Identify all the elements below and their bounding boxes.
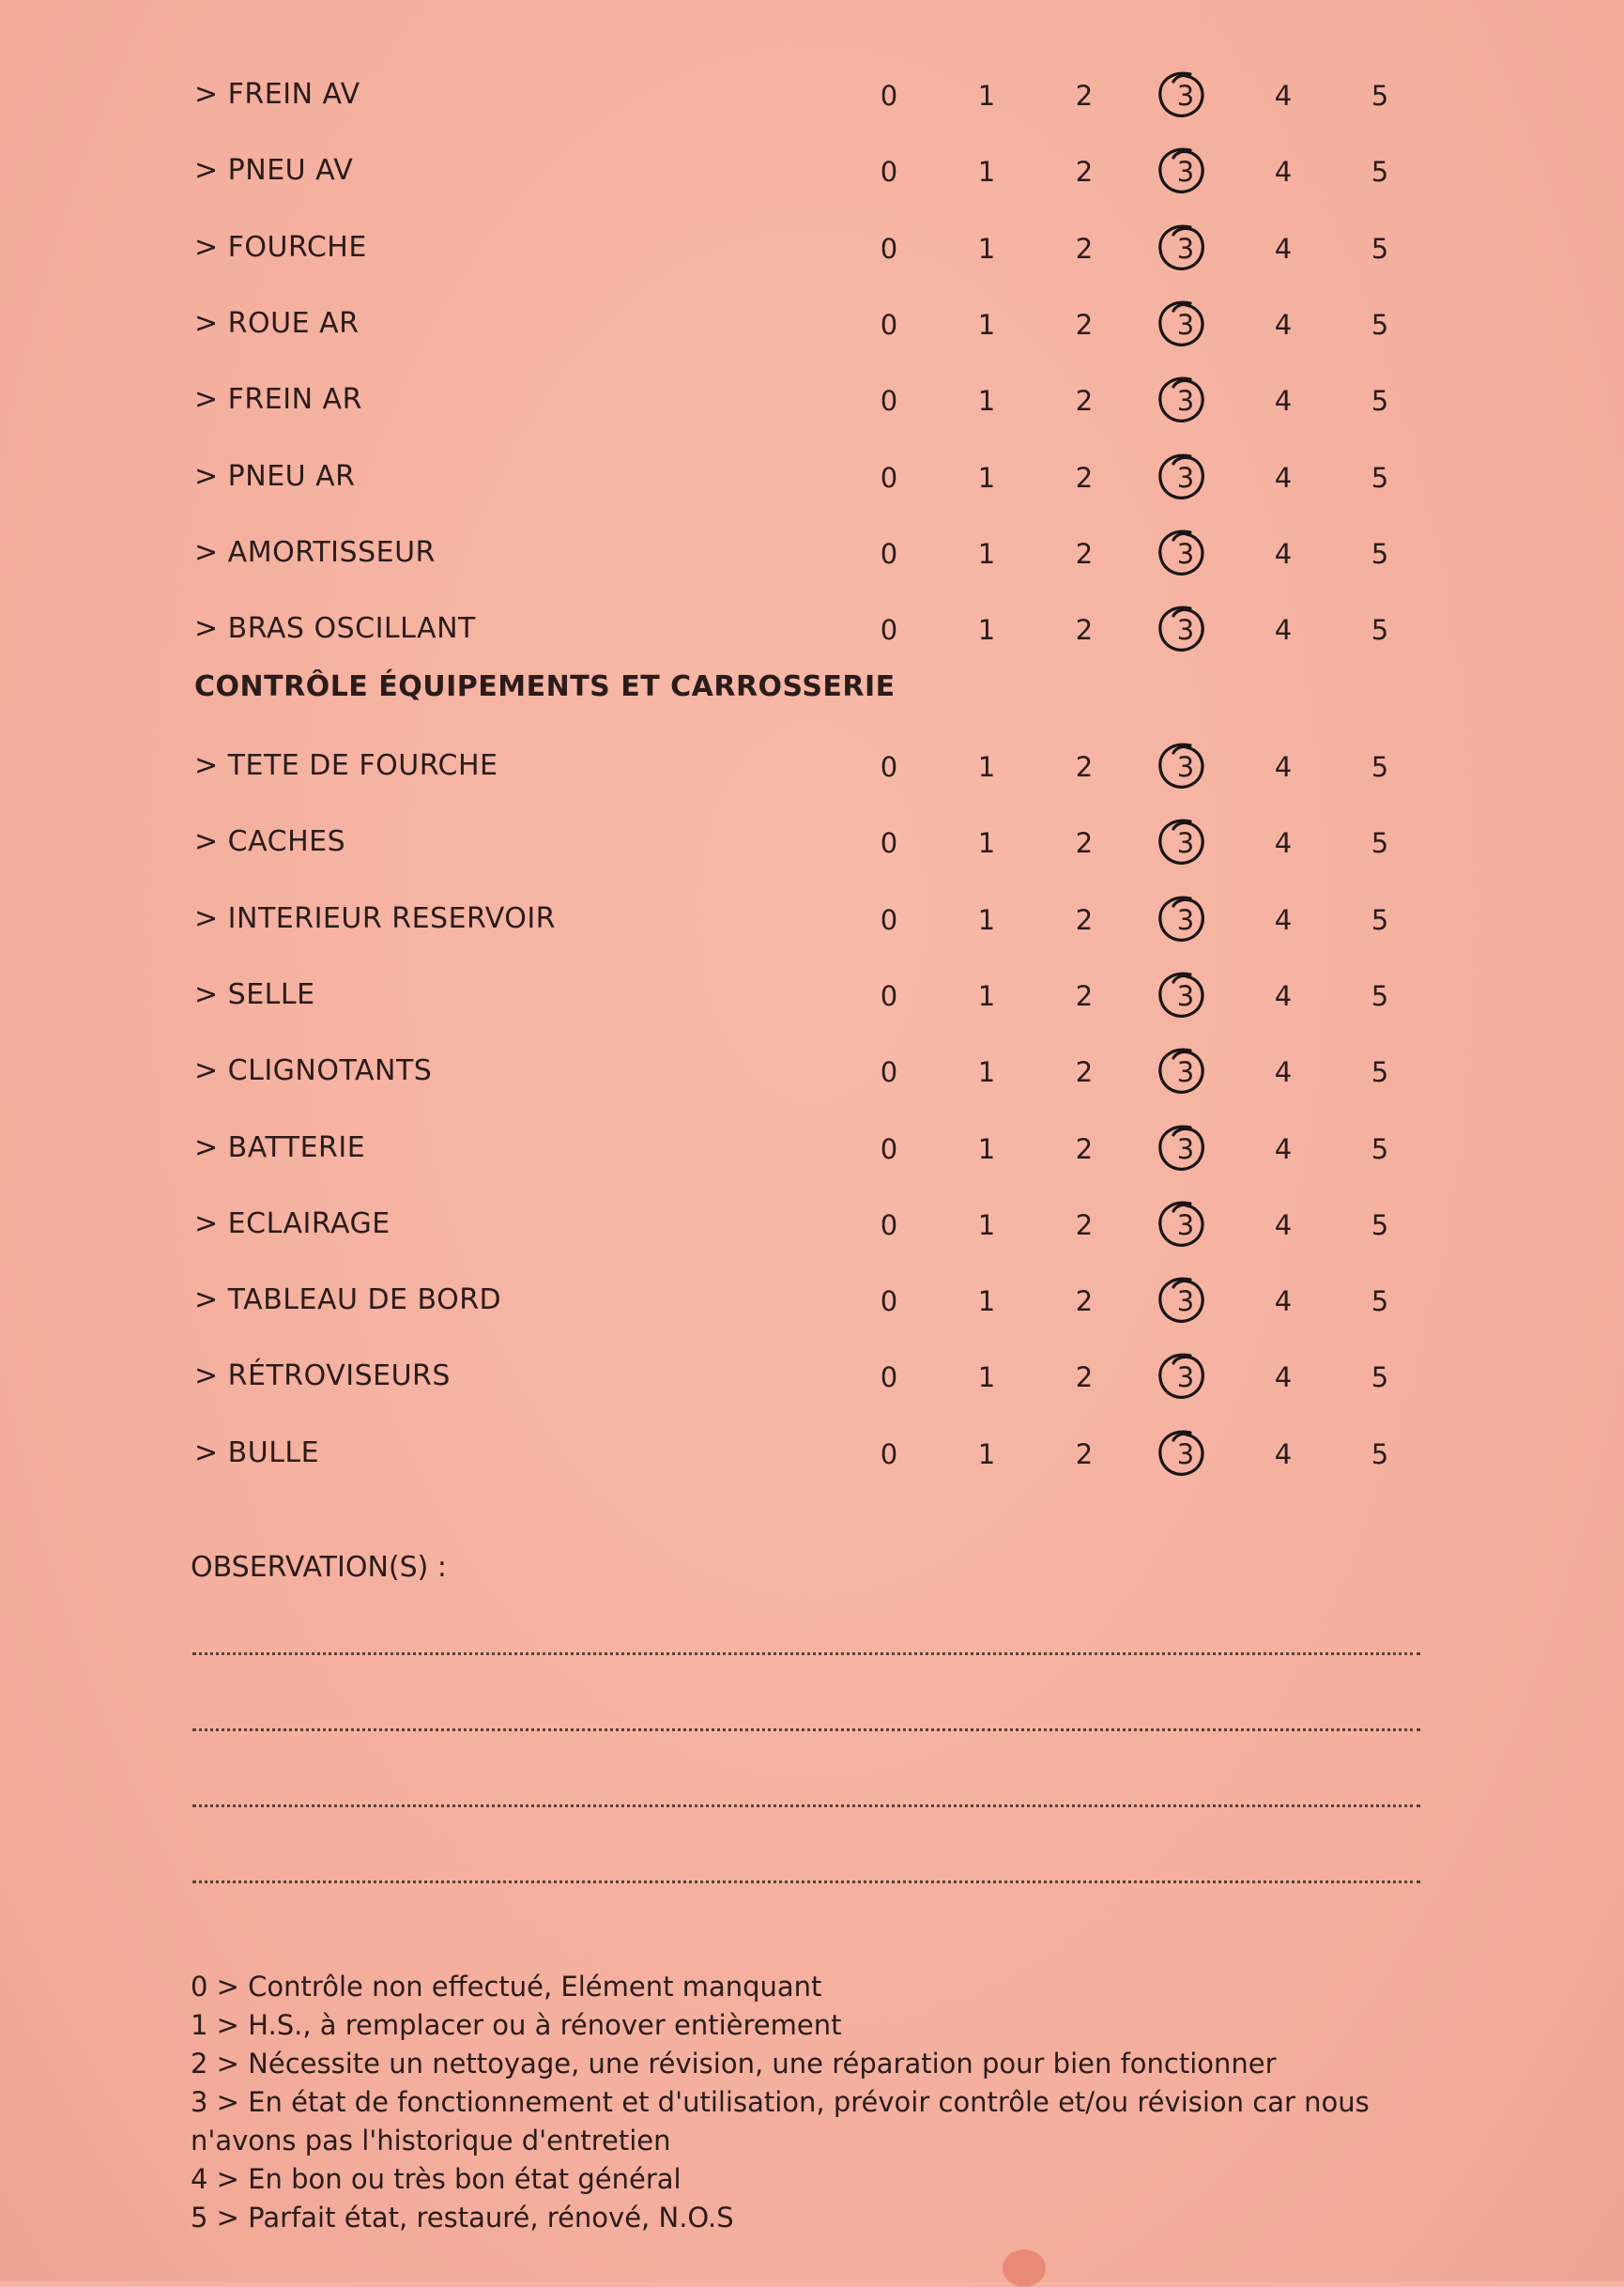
score-option-5[interactable]: 5: [1371, 614, 1389, 647]
score-option-0[interactable]: 0: [880, 1361, 898, 1394]
section-title-equipment: CONTRÔLE ÉQUIPEMENTS ET CARROSSERIE: [194, 670, 896, 703]
checklist-row: [0, 818, 1624, 874]
score-option-1[interactable]: 1: [977, 827, 996, 860]
score-option-0[interactable]: 0: [880, 903, 898, 936]
checklist-row: [0, 146, 1624, 203]
score-option-0[interactable]: 0: [880, 1056, 898, 1089]
observation-line-2[interactable]: [192, 1728, 1420, 1731]
legend-item-4: 4 > En bon ou très bon état général: [191, 2163, 682, 2195]
score-option-2[interactable]: 2: [1075, 1437, 1094, 1470]
score-option-1[interactable]: 1: [977, 751, 996, 783]
score-option-1[interactable]: 1: [977, 1437, 996, 1470]
checklist-item-label: > FREIN AV: [194, 78, 360, 111]
checklist-row: [0, 376, 1624, 432]
score-option-1[interactable]: 1: [977, 614, 996, 647]
score-option-1[interactable]: 1: [977, 903, 996, 936]
checklist-item-label: > TETE DE FOURCHE: [194, 749, 498, 782]
score-option-5[interactable]: 5: [1371, 1056, 1389, 1089]
score-option-1[interactable]: 1: [977, 1361, 996, 1394]
score-option-5[interactable]: 5: [1371, 385, 1389, 418]
score-option-2[interactable]: 2: [1075, 537, 1094, 570]
score-option-0[interactable]: 0: [880, 1285, 898, 1318]
score-option-1[interactable]: 1: [977, 1132, 996, 1165]
checklist-item-label: > AMORTISSEUR: [194, 535, 436, 569]
score-option-2[interactable]: 2: [1075, 1132, 1094, 1165]
score-option-5[interactable]: 5: [1371, 1285, 1389, 1318]
checklist-item-label: > CLIGNOTANTS: [194, 1054, 433, 1088]
score-option-5[interactable]: 5: [1371, 232, 1389, 265]
score-option-2[interactable]: 2: [1075, 751, 1094, 783]
score-option-0[interactable]: 0: [880, 1437, 898, 1470]
checklist-item-label: > FOURCHE: [194, 230, 367, 264]
score-option-0[interactable]: 0: [880, 537, 898, 570]
score-option-2[interactable]: 2: [1075, 385, 1094, 418]
score-option-5[interactable]: 5: [1371, 1361, 1389, 1394]
score-option-2[interactable]: 2: [1075, 1285, 1094, 1318]
score-option-0[interactable]: 0: [880, 461, 898, 494]
score-option-2[interactable]: 2: [1075, 308, 1094, 341]
score-option-0[interactable]: 0: [880, 80, 898, 112]
checklist-row: [0, 605, 1624, 661]
score-option-5[interactable]: 5: [1371, 751, 1389, 783]
score-option-2[interactable]: 2: [1075, 614, 1094, 647]
score-option-3[interactable]: 3: [1176, 614, 1195, 647]
score-option-4[interactable]: 4: [1274, 80, 1293, 112]
checklist-item-label: > BATTERIE: [194, 1130, 366, 1164]
observations-title: OBSERVATION(S) :: [191, 1551, 447, 1584]
score-option-0[interactable]: 0: [880, 232, 898, 265]
legend-item-3-continued: n'avons pas l'historique d'entretien: [191, 2125, 671, 2157]
checklist-item-label: > PNEU AV: [194, 154, 354, 188]
checklist-row: [0, 223, 1624, 280]
checklist-item-label: > SELLE: [194, 977, 315, 1011]
score-option-3[interactable]: 3: [1176, 1361, 1195, 1394]
score-option-3[interactable]: 3: [1176, 80, 1195, 112]
score-option-5[interactable]: 5: [1371, 80, 1389, 112]
legend-item-1: 1 > H.S., à remplacer ou à rénover entièrement: [191, 2009, 842, 2041]
score-option-3[interactable]: 3: [1176, 537, 1195, 570]
legend-item-2: 2 > Nécessite un nettoyage, une révision, une réparation pour bien fonctionner: [191, 2048, 1277, 2080]
checklist-row: [0, 1429, 1624, 1485]
checklist-row: [0, 1200, 1624, 1256]
score-option-2[interactable]: 2: [1075, 1208, 1094, 1241]
score-option-1[interactable]: 1: [977, 979, 996, 1012]
score-option-3[interactable]: 3: [1176, 461, 1195, 494]
score-option-1[interactable]: 1: [977, 232, 996, 265]
rating-legend: [191, 1968, 1439, 2237]
score-option-2[interactable]: 2: [1075, 903, 1094, 936]
score-option-3[interactable]: 3: [1176, 1437, 1195, 1470]
legend-item-5: 5 > Parfait état, restauré, rénové, N.O.S: [191, 2202, 734, 2233]
score-option-4[interactable]: 4: [1274, 232, 1293, 265]
score-option-4[interactable]: 4: [1274, 903, 1293, 936]
paper-stain: [1003, 2249, 1046, 2287]
score-option-2[interactable]: 2: [1075, 461, 1094, 494]
score-option-5[interactable]: 5: [1371, 1132, 1389, 1165]
score-option-0[interactable]: 0: [880, 614, 898, 647]
score-option-3[interactable]: 3: [1176, 751, 1195, 783]
checklist-row: [0, 529, 1624, 585]
score-option-3[interactable]: 3: [1176, 232, 1195, 265]
checklist-item-label: > PNEU AR: [194, 459, 356, 493]
score-option-1[interactable]: 1: [977, 537, 996, 570]
score-option-4[interactable]: 4: [1274, 827, 1293, 860]
score-option-3[interactable]: 3: [1176, 308, 1195, 341]
score-option-4[interactable]: 4: [1274, 308, 1293, 341]
checklist-row: [0, 1276, 1624, 1332]
score-option-4[interactable]: 4: [1274, 979, 1293, 1012]
score-option-1[interactable]: 1: [977, 1208, 996, 1241]
score-option-2[interactable]: 2: [1075, 979, 1094, 1012]
score-option-1[interactable]: 1: [977, 385, 996, 418]
score-option-3[interactable]: 3: [1176, 385, 1195, 418]
score-option-2[interactable]: 2: [1075, 80, 1094, 112]
score-option-2[interactable]: 2: [1075, 1056, 1094, 1089]
score-option-4[interactable]: 4: [1274, 461, 1293, 494]
checklist-item-label: > BULLE: [194, 1435, 320, 1469]
score-option-4[interactable]: 4: [1274, 1132, 1293, 1165]
score-option-4[interactable]: 4: [1274, 156, 1293, 189]
checklist-row: [0, 453, 1624, 509]
score-option-4[interactable]: 4: [1274, 537, 1293, 570]
checklist-item-label: > FREIN AR: [194, 383, 362, 417]
checklist-row: [0, 1124, 1624, 1180]
score-option-5[interactable]: 5: [1371, 1208, 1389, 1241]
score-option-2[interactable]: 2: [1075, 827, 1094, 860]
score-option-4[interactable]: 4: [1274, 614, 1293, 647]
checklist-row: [0, 1047, 1624, 1103]
score-option-0[interactable]: 0: [880, 827, 898, 860]
score-option-2[interactable]: 2: [1075, 232, 1094, 265]
score-option-1[interactable]: 1: [977, 156, 996, 189]
observation-line-4[interactable]: [192, 1880, 1420, 1883]
checklist-item-label: > RÉTROVISEURS: [194, 1359, 451, 1393]
score-option-1[interactable]: 1: [977, 80, 996, 112]
observation-line-1[interactable]: [192, 1652, 1420, 1655]
score-option-0[interactable]: 0: [880, 308, 898, 341]
score-option-4[interactable]: 4: [1274, 385, 1293, 418]
score-option-5[interactable]: 5: [1371, 827, 1389, 860]
score-option-0[interactable]: 0: [880, 1208, 898, 1241]
score-option-1[interactable]: 1: [977, 308, 996, 341]
score-option-1[interactable]: 1: [977, 1056, 996, 1089]
score-option-3[interactable]: 3: [1176, 156, 1195, 189]
legend-item-3: 3 > En état de fonctionnement et d'utilisation, prévoir contrôle et/ou révision car nous: [191, 2086, 1370, 2118]
score-option-0[interactable]: 0: [880, 979, 898, 1012]
checklist-row: [0, 742, 1624, 798]
score-option-5[interactable]: 5: [1371, 461, 1389, 494]
score-option-3[interactable]: 3: [1176, 1285, 1195, 1318]
score-option-4[interactable]: 4: [1274, 1361, 1293, 1394]
score-option-3[interactable]: 3: [1176, 979, 1195, 1012]
checklist-row: [0, 1352, 1624, 1408]
score-option-1[interactable]: 1: [977, 461, 996, 494]
score-option-0[interactable]: 0: [880, 751, 898, 783]
score-option-0[interactable]: 0: [880, 156, 898, 189]
checklist-item-label: > ROUE AR: [194, 306, 360, 340]
score-option-0[interactable]: 0: [880, 385, 898, 418]
observation-line-3[interactable]: [192, 1804, 1420, 1807]
score-option-3[interactable]: 3: [1176, 1056, 1195, 1089]
score-option-3[interactable]: 3: [1176, 1132, 1195, 1165]
checklist-row: [0, 299, 1624, 356]
score-option-4[interactable]: 4: [1274, 1437, 1293, 1470]
score-option-5[interactable]: 5: [1371, 308, 1389, 341]
score-option-5[interactable]: 5: [1371, 156, 1389, 189]
score-option-4[interactable]: 4: [1274, 751, 1293, 783]
checklist-item-label: > ECLAIRAGE: [194, 1206, 391, 1240]
checklist-row: [0, 70, 1624, 127]
checklist-item-label: > BRAS OSCILLANT: [194, 612, 476, 646]
score-option-2[interactable]: 2: [1075, 1361, 1094, 1394]
checklist-row: [0, 895, 1624, 951]
score-option-1[interactable]: 1: [977, 1285, 996, 1318]
score-option-5[interactable]: 5: [1371, 979, 1389, 1012]
score-option-5[interactable]: 5: [1371, 1437, 1389, 1470]
score-option-0[interactable]: 0: [880, 1132, 898, 1165]
score-option-3[interactable]: 3: [1176, 1208, 1195, 1241]
score-option-2[interactable]: 2: [1075, 156, 1094, 189]
score-option-5[interactable]: 5: [1371, 903, 1389, 936]
checklist-item-label: > CACHES: [194, 825, 346, 859]
score-option-5[interactable]: 5: [1371, 537, 1389, 570]
score-option-4[interactable]: 4: [1274, 1285, 1293, 1318]
score-option-4[interactable]: 4: [1274, 1056, 1293, 1089]
score-option-4[interactable]: 4: [1274, 1208, 1293, 1241]
checklist-item-label: > TABLEAU DE BORD: [194, 1283, 502, 1317]
score-option-3[interactable]: 3: [1176, 827, 1195, 860]
legend-item-0: 0 > Contrôle non effectué, Elément manquant: [191, 1971, 822, 2003]
checklist-item-label: > INTERIEUR RESERVOIR: [194, 901, 557, 935]
score-option-3[interactable]: 3: [1176, 903, 1195, 936]
checklist-row: [0, 971, 1624, 1027]
